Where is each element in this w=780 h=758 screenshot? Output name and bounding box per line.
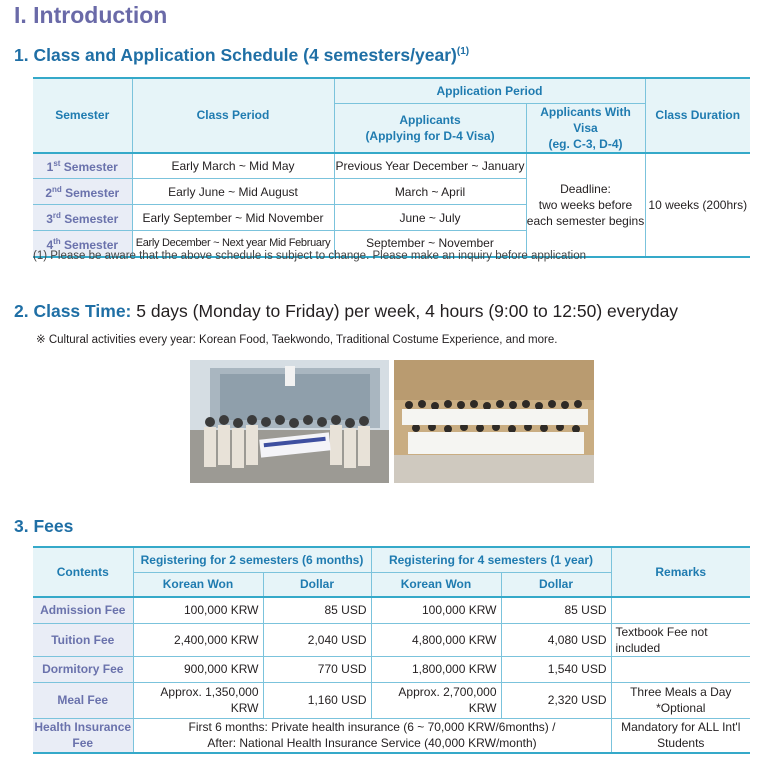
semester-word: Semester	[60, 160, 118, 175]
fee-remark	[611, 656, 750, 682]
semester-number: 1	[46, 160, 54, 175]
fee-remark	[611, 682, 750, 718]
table-row	[33, 682, 750, 718]
header-usd-2: Dollar	[263, 572, 371, 597]
fee-remark: Textbook Fee not included	[611, 623, 750, 656]
fee-remark	[611, 597, 750, 623]
fee-krw-2: 100,000 KRW	[133, 597, 263, 623]
header-visa-line2: (eg. C-3, D-4)	[548, 136, 623, 151]
class-period-cell: Early June ~ Mid August	[132, 179, 334, 205]
class-period-cell: Early December ~ Next year Mid February	[132, 231, 334, 257]
group-photo-outdoor-illustration	[190, 360, 389, 483]
semester-number: 4	[46, 237, 54, 252]
applicants-cell: June ~ July	[334, 205, 526, 231]
fee-usd-2: 770 USD	[263, 656, 371, 682]
fee-usd-4: 2,320 USD	[501, 682, 611, 718]
cultural-activities-note: ※ Cultural activities every year: Korean Food, Taekwondo, Traditional Costume Experience, and more.	[36, 334, 558, 346]
header-class-duration: Class Duration	[645, 78, 750, 153]
schedule-heading-footnote: (1)	[456, 46, 470, 58]
section-title: I. Introduction	[14, 2, 168, 28]
fee-krw-4: 4,800,000 KRW	[371, 623, 501, 656]
semester-label	[33, 153, 132, 179]
fee-remark	[611, 718, 750, 753]
visa-deadline-line2: two weeks before	[538, 197, 633, 212]
fee-label	[33, 718, 133, 753]
semester-word: Semester	[61, 186, 120, 200]
table-row	[33, 597, 750, 623]
meal-remark-line1: Three Meals a Day	[630, 685, 732, 699]
fee-krw-2: Approx. 1,350,000 KRW	[133, 682, 263, 718]
health-insurance-detail	[133, 718, 611, 753]
schedule-table	[33, 77, 750, 258]
semester-number: 3	[46, 212, 53, 226]
header-applicants-line1: Applicants	[399, 112, 461, 127]
applicants-cell: Previous Year December ~ January	[334, 153, 526, 179]
fee-usd-4: 85 USD	[501, 597, 611, 623]
class-period-cell: Early March ~ Mid May	[132, 153, 334, 179]
semester-number: 2	[45, 186, 53, 200]
header-contents: Contents	[33, 547, 133, 597]
fees-heading: 3. Fees	[14, 516, 74, 536]
class-time-label: 2. Class Time:	[14, 301, 132, 321]
fees-table	[33, 546, 750, 754]
fee-usd-4: 1,540 USD	[501, 656, 611, 682]
table-row	[33, 623, 750, 656]
semester-suffix: th	[53, 236, 61, 246]
header-applicants-line2: (Applying for D-4 Visa)	[365, 128, 495, 143]
header-application-period: Application Period	[334, 78, 645, 103]
meal-remark-line2: *Optional	[656, 701, 706, 715]
table-row	[33, 656, 750, 682]
group-photo-taekwondo	[394, 360, 594, 483]
semester-label	[33, 179, 132, 205]
health-remark-line2: Students	[657, 736, 705, 751]
visa-deadline-line3: each semester begins	[526, 213, 645, 228]
schedule-heading-text: 1. Class and Application Schedule (4 semesters/year)	[14, 45, 457, 65]
schedule-footnote: (1) Please be aware that the above schedule is subject to change. Please make an inquiry before application	[33, 250, 586, 262]
header-krw-4: Korean Won	[371, 572, 501, 597]
fee-label: Dormitory Fee	[33, 656, 133, 682]
fee-usd-2: 85 USD	[263, 597, 371, 623]
applicants-cell: September ~ November	[334, 231, 526, 257]
header-two-semesters: Registering for 2 semesters (6 months)	[133, 547, 371, 572]
fee-label: Admission Fee	[33, 597, 133, 623]
fee-usd-4: 4,080 USD	[501, 623, 611, 656]
class-period-cell: Early September ~ Mid November	[132, 205, 334, 231]
table-row	[33, 718, 750, 753]
group-photo-taekwondo-illustration	[394, 360, 594, 483]
applicants-cell: March ~ April	[334, 179, 526, 205]
fee-krw-4: 1,800,000 KRW	[371, 656, 501, 682]
visa-deadline-cell	[526, 153, 645, 257]
class-time-detail: 5 days (Monday to Friday) per week, 4 hours (9:00 to 12:50) everyday	[136, 301, 679, 321]
header-four-semesters: Registering for 4 semesters (1 year)	[371, 547, 611, 572]
fee-krw-4: Approx. 2,700,000 KRW	[371, 682, 501, 718]
table-row	[33, 153, 750, 179]
header-remarks: Remarks	[611, 547, 750, 597]
visa-deadline-line1: Deadline:	[560, 181, 611, 196]
group-photo-outdoor	[190, 360, 389, 483]
health-label-line1: Health Insurance	[34, 720, 132, 735]
fee-label: Tuition Fee	[33, 623, 133, 656]
semester-word: Semester	[60, 237, 119, 252]
health-detail-line2: After: National Health Insurance Service (40,000 KRW/month)	[207, 736, 537, 751]
class-time-heading	[14, 301, 678, 322]
schedule-heading	[14, 45, 469, 66]
header-visa-line1: Applicants With Visa	[540, 104, 631, 135]
fee-usd-2: 2,040 USD	[263, 623, 371, 656]
semester-suffix: st	[53, 159, 61, 169]
fee-label: Meal Fee	[33, 682, 133, 718]
header-class-period: Class Period	[132, 78, 334, 153]
health-detail-line1: First 6 months: Private health insurance (6 ~ 70,000 KRW/6months) /	[188, 720, 556, 735]
fee-krw-4: 100,000 KRW	[371, 597, 501, 623]
header-krw-2: Korean Won	[133, 572, 263, 597]
semester-label	[33, 205, 132, 231]
duration-cell: 10 weeks (200hrs)	[645, 153, 750, 257]
fee-krw-2: 2,400,000 KRW	[133, 623, 263, 656]
fee-krw-2: 900,000 KRW	[133, 656, 263, 682]
semester-suffix: nd	[52, 185, 62, 194]
health-remark-line1: Mandatory for ALL Int'l	[621, 720, 741, 735]
health-label-line2: Fee	[72, 736, 94, 751]
header-applicants	[334, 103, 526, 153]
semester-word: Semester	[60, 212, 119, 226]
fee-usd-2: 1,160 USD	[263, 682, 371, 718]
semester-suffix: rd	[52, 211, 61, 220]
header-usd-4: Dollar	[501, 572, 611, 597]
header-semester: Semester	[33, 78, 132, 153]
header-visa-applicants	[526, 103, 645, 153]
